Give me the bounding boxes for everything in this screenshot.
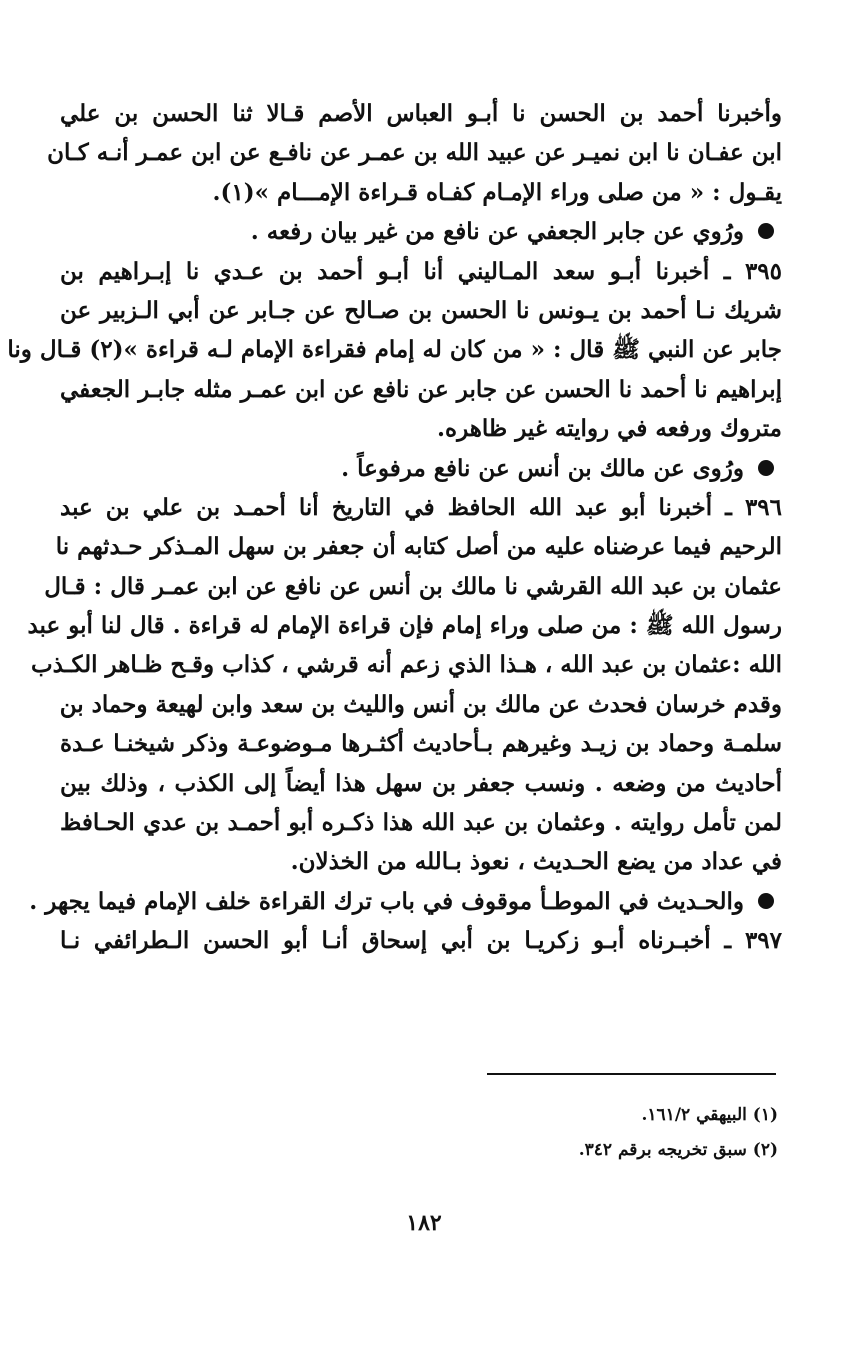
text-line: رسول الله ﷺ : من صلى وراء إمام فإن قراءة الإمام له قراءة . قال لنا أبو عبد xyxy=(27,612,782,640)
text-line: لمن تأمل روايته . وعثمان بن عبد الله هذا ذكـره أبو أحمـد بن عدي الحـافظ xyxy=(60,809,782,837)
text-line: الرحيم فيما عرضناه عليه من أصل كتابه أن جعفر بن سهل المـذكر حـدثهم نا xyxy=(55,533,782,561)
text-line: وأخبرنا أحمد بن الحسن نا أبـو العباس الأصم قـالا ثنا الحسن بن علي xyxy=(60,100,782,127)
text-line: يقـول : « من صلى وراء الإمـام كفـاه قـراءة الإمـــام »(١). xyxy=(212,178,782,206)
text-line: شريك نـا أحمد بن يـونس نا الحسن بن صـالح عن جـابر عن أبي الـزبير عن xyxy=(60,296,782,324)
main-text xyxy=(7,94,782,961)
text-line: متروك ورفعه في روايته غير ظاهره. xyxy=(437,415,782,443)
text-line: ابن عفـان نا ابن نميـر عن عبيد الله بن عمـر عن نافـع عن ابن عمـر أنـه كـان xyxy=(47,139,782,167)
text-line: ٣٩٥ ـ أخبرنا أبـو سعد المـاليني أنا أبـو أحمد بن عـدي نا إبـراهيم بن xyxy=(60,257,782,285)
footnotes xyxy=(460,1098,778,1168)
bullet-line xyxy=(29,882,782,921)
page-number: ١٨٢ xyxy=(406,1210,442,1236)
bullet-text: ورُوي عن جابر الجعفي عن نافع من غير بيان رفعه . xyxy=(250,218,744,246)
footnote: (١) البيهقي ١٦١/٢. xyxy=(641,1105,778,1125)
footnote: (٢) سبق تخريجه برقم ٣٤٢. xyxy=(578,1140,778,1160)
bullet-line xyxy=(60,212,782,251)
text-line: ٣٩٧ ـ أخبـرناه أبـو زكريـا بن أبي إسحاق أنـا أبو الحسن الـطرائفي نـا xyxy=(60,927,782,955)
bullet-line xyxy=(60,449,782,488)
text-line: أحاديث من وضعه . ونسب جعفر بن سهل هذا أيضاً إلى الكذب ، وذلك بين xyxy=(60,769,782,797)
bullet-text: ورُوى عن مالك بن أنس عن نافع مرفوعاً . xyxy=(341,454,744,482)
text-line: جابر عن النبي ﷺ قال : « من كان له إمام فقراءة الإمام لـه قراءة »(٢) قـال ونا xyxy=(7,336,782,364)
text-line: في عداد من يضع الحـديث ، نعوذ بـالله من الخذلان. xyxy=(290,848,782,876)
text-line: سلمـة وحماد بن زيـد وغيرهم بـأحاديث أكثـرها مـوضوعـة وذكر شيخنـا عـدة xyxy=(60,730,782,758)
text-line: الله :عثمان بن عبد الله ، هـذا الذي زعم أنه قرشي ، كذاب وقـح ظـاهر الكـذب xyxy=(30,651,782,679)
text-line: ٣٩٦ ـ أخبرنا أبو عبد الله الحافظ في التاريخ أنا أحمـد بن علي بن عبد xyxy=(60,493,782,521)
footnote-separator xyxy=(487,1073,776,1075)
bullet-icon xyxy=(758,460,774,476)
bullet-icon xyxy=(758,223,774,239)
text-line: عثمان بن عبد الله القرشي نا مالك بن أنس عن نافع عن ابن عمـر قال : قـال xyxy=(44,572,782,600)
text-line: وقدم خرسان فحدث عن مالك بن أنس والليث بن سعد وابن لهيعة وحماد بن xyxy=(59,690,782,718)
text-line: إبراهيم نا أحمد نا الحسن عن جابر عن نافع عن ابن عمـر مثله جابـر الجعفي xyxy=(60,375,782,403)
bullet-icon xyxy=(758,893,774,909)
bullet-text: والحـديث في الموطـأ موقوف في باب ترك القراءة خلف الإمام فيما يجهر . xyxy=(29,887,744,915)
